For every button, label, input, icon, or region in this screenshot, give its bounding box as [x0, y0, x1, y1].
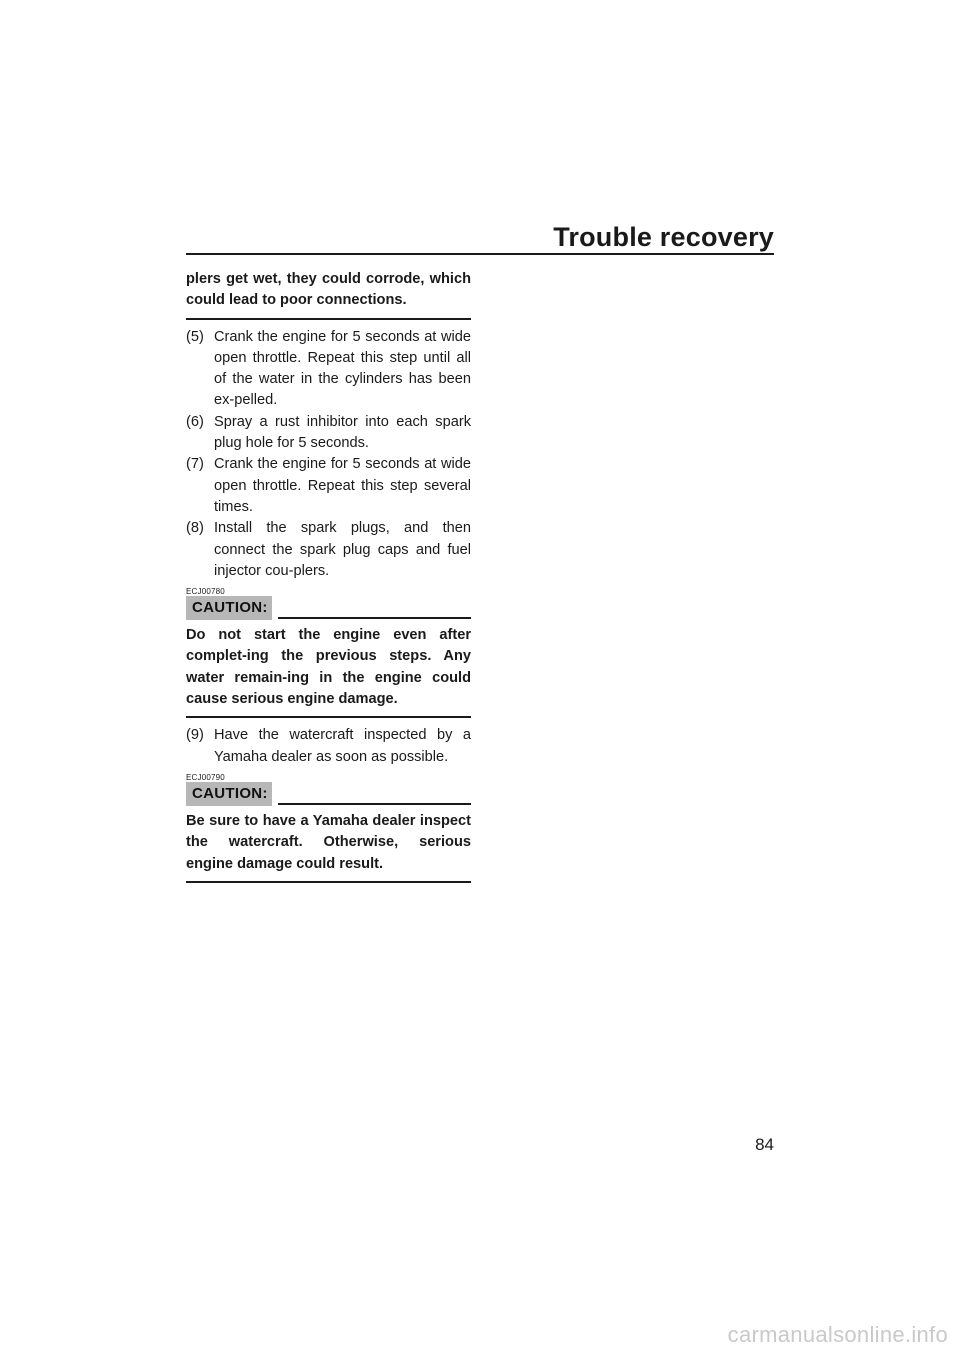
step-item	[186, 412, 471, 455]
caution-rule	[186, 716, 471, 718]
step-number: (9)	[186, 727, 204, 744]
step-item	[186, 454, 471, 518]
caution-rule	[186, 881, 471, 883]
caution-label: CAUTION:	[186, 782, 272, 806]
step-text: Have the watercraft inspected by a Yamaha dealer as soon as possible.	[214, 727, 471, 765]
caution-line	[278, 617, 471, 619]
step-item	[186, 518, 471, 582]
caution-text: Do not start the engine even after complet-ing the previous steps. Any water remain-ing in the engine could cause serious engine damage.	[186, 627, 471, 708]
step-number: (5)	[186, 328, 204, 345]
step-text: Crank the engine for 5 seconds at wide open throttle. Repeat this step several times.	[214, 456, 471, 515]
step-number: (8)	[186, 520, 204, 537]
caution-code: ECJ00790	[186, 772, 225, 782]
page-number: 84	[755, 1135, 774, 1154]
step-number: (7)	[186, 456, 204, 473]
step-item	[186, 327, 471, 412]
step-text: Crank the engine for 5 seconds at wide open throttle. Repeat this step until all of the water in the cylinders has been ex-pelled.	[214, 328, 471, 409]
page-title: Trouble recovery	[553, 222, 774, 252]
caution-header	[186, 596, 471, 620]
header-rule	[186, 253, 774, 255]
step-list-a	[186, 327, 471, 583]
caution-line	[278, 803, 471, 805]
content-column	[186, 269, 471, 883]
step-text: Spray a rust inhibitor into each spark plug hole for 5 seconds.	[214, 413, 471, 452]
caution-label: CAUTION:	[186, 596, 272, 620]
watermark: carmanualsonline.info	[727, 1322, 948, 1347]
caution-text: Be sure to have a Yamaha dealer inspect the watercraft. Otherwise, serious engine damage could result.	[186, 812, 471, 872]
intro-text: plers get wet, they could corrode, which could lead to poor connections.	[186, 271, 471, 309]
step-number: (6)	[186, 413, 204, 430]
step-text: Install the spark plugs, and then connect the spark plug caps and fuel injector cou-plers.	[214, 520, 471, 579]
caution-header	[186, 782, 471, 806]
step-list-b	[186, 725, 471, 768]
step-item	[186, 725, 471, 768]
intro-rule	[186, 318, 471, 320]
caution-code: ECJ00780	[186, 587, 225, 597]
